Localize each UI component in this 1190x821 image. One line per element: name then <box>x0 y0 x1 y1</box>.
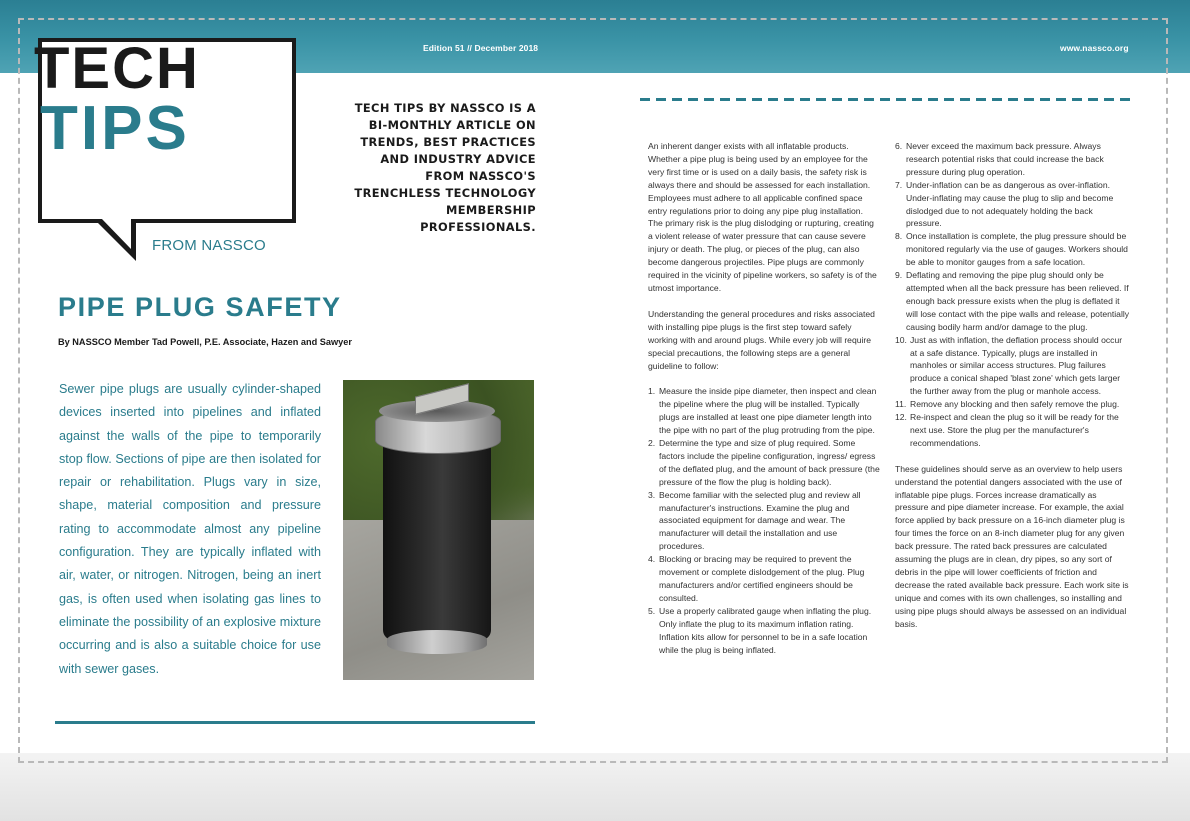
teal-divider-rule <box>55 721 535 724</box>
article-column-1 <box>648 140 880 656</box>
list-item: 10. Just as with inflation, the deflation process should occur at a safe distance. Typically, plugs are installed in manholes or similar access structures. Plug failures produce a conical shaped 'blast zone' which gets larger the further away from the plug or manhole access. <box>895 334 1123 397</box>
list-item: 3. Become familiar with the selected plug and review all manufacturer's instructions. Examine the plug and associated equipment for damage and wear. The manufacturer will detail the installation and use procedures. <box>648 489 861 552</box>
website-link[interactable]: www.nassco.org <box>1060 43 1129 53</box>
lead-paragraph: Sewer pipe plugs are usually cylinder-shaped devices inserted into pipelines and inflated against the walls of the pipe to temporarily stop flow. Sections of pipe are then isolated for repair or rehabilitation. Plugs vary in size, shape, material composition and pressure rating to accommodate almost any pipeline configuration. They are typically inflated with air, water, or nitrogen. Nitrogen, being an inert gas, is often used when isolating gas lines to eliminate the possibility of an explosive mixture occurring and is also a suitable choice for use with sewer gases. <box>59 382 321 676</box>
page-bottom-shade <box>0 753 1190 821</box>
article-column-2 <box>895 140 1130 631</box>
body-paragraph-1: An inherent danger exists with all inflatable products. Whether a pipe plug is being used by an employee for the very first time or is used on a daily basis, the safety risk is always there and should be assessed for each installation. Employees must adhere to all applicable confined space entry regulations prior to doing any pipe plug installation. The primary risk is the plug dislodging or rupturing, creating a violent release of water pressure that can cause severe injury or death. The plug, or pieces of the plug, can also become dangerous projectiles. Pipe plugs are commonly required in the vicinity of pipeline workers, so safety is of the utmost importance. <box>648 141 877 293</box>
article-title: PIPE PLUG SAFETY <box>58 292 342 322</box>
list-item: 11. Remove any blocking and then safely remove the plug. <box>895 399 1120 410</box>
article-byline: By NASSCO Member Tad Powell, P.E. Associate, Hazen and Sawyer <box>58 337 352 347</box>
edition-label: Edition 51 // December 2018 <box>423 43 539 53</box>
intro-blurb: TECH TIPS BY NASSCO IS A BI-MONTHLY ARTICLE ON TRENDS, BEST PRACTICES AND INDUSTRY ADVICE FROM NASSCO'S TRENCHLESS TECHNOLOGY MEMBERSHIP PROFESSIONALS. <box>354 101 536 234</box>
dashed-divider-rule <box>640 98 1130 101</box>
steps-list-part-1 <box>648 385 880 656</box>
logo-speech-tail-inner <box>101 218 131 249</box>
list-item: 8. Once installation is complete, the plug pressure should be monitored regularly via the use of gauges. Workers should be able to monitor gauges from a safe location. <box>895 231 1128 268</box>
logo-tech-word: TECH <box>34 36 200 101</box>
logo-from-nassco: FROM NASSCO <box>152 237 266 254</box>
list-item: 7. Under-inflation can be as dangerous as over-inflation. Under-inflating may cause the plug to slip and become dislodged due to not adequately holding the back pressure. <box>895 179 1114 229</box>
list-item: 5. Use a properly calibrated gauge when inflating the plug. Only inflate the plug to its maximum inflation rating. Inflation kits allow for personnel to be in a safe location while the plug is being inflated. <box>648 605 872 655</box>
list-item: 4. Blocking or bracing may be required to prevent the movement or complete dislodgement of the plug. Plug manufacturers and/or certified engineers should be consulted. <box>648 554 865 603</box>
pipe-plug-photo <box>343 380 534 680</box>
steps-list-part-2 <box>895 140 1130 450</box>
body-paragraph-2: Understanding the general procedures and risks associated with installing pipe plugs is the first step toward safely working with and around plugs. While every job will require special precautions, the following steps are a general guideline to follow: <box>648 308 875 371</box>
logo-tips-word: TIPS <box>40 94 190 163</box>
list-item: 12. Re-inspect and clean the plug so it will be ready for the next use. Store the plug per the manufacturer's recommendations. <box>895 412 1119 448</box>
list-item: 1. Measure the inside pipe diameter, then inspect and clean the pipeline where the plug will be installed. Typically plugs are installed at least one pipe diameter length into the pipe with no part of the plug protruding from the pipe. <box>648 386 877 436</box>
list-item: 2. Determine the type and size of plug required. Some factors include the pipeline configuration, ingress/ egress of the deflated plug, and the amount of back pressure (the pressure of the flow the plug is holding back). <box>648 438 880 487</box>
list-item: 6. Never exceed the maximum back pressure. Always research potential risks that could increase the back pressure during plug operation. <box>895 141 1104 177</box>
plug-rubber-body <box>383 435 491 640</box>
list-item: 9. Deflating and removing the pipe plug should only be attempted when all the back pressure has been relieved. If enough back pressure exists when the plug is deflated it will lose contact with the pipe walls and release, potentially causing bodily harm and/or damage to the plug. <box>895 270 1130 332</box>
plug-metal-base <box>387 630 487 654</box>
closing-paragraph: These guidelines should serve as an overview to help users understand the potential dangers associated with the use of inflatable pipe plugs. Forces increase dramatically as pressure and pipe diameter increase. For example, the axial force applied by back pressure on a 16-inch diameter plug is four times the force on an 8-inch diameter plug for any given back pressure. The rated back pressures are calculated assuming the plugs are in clean, dry pipes, so any sort of debris in the pipe will lower coefficients of friction and decrease the rated available back pressure. Each work site is unique and comes with its own challenges, so installing and using pipe plugs should always be assessed on an individual basis. <box>895 463 1129 629</box>
